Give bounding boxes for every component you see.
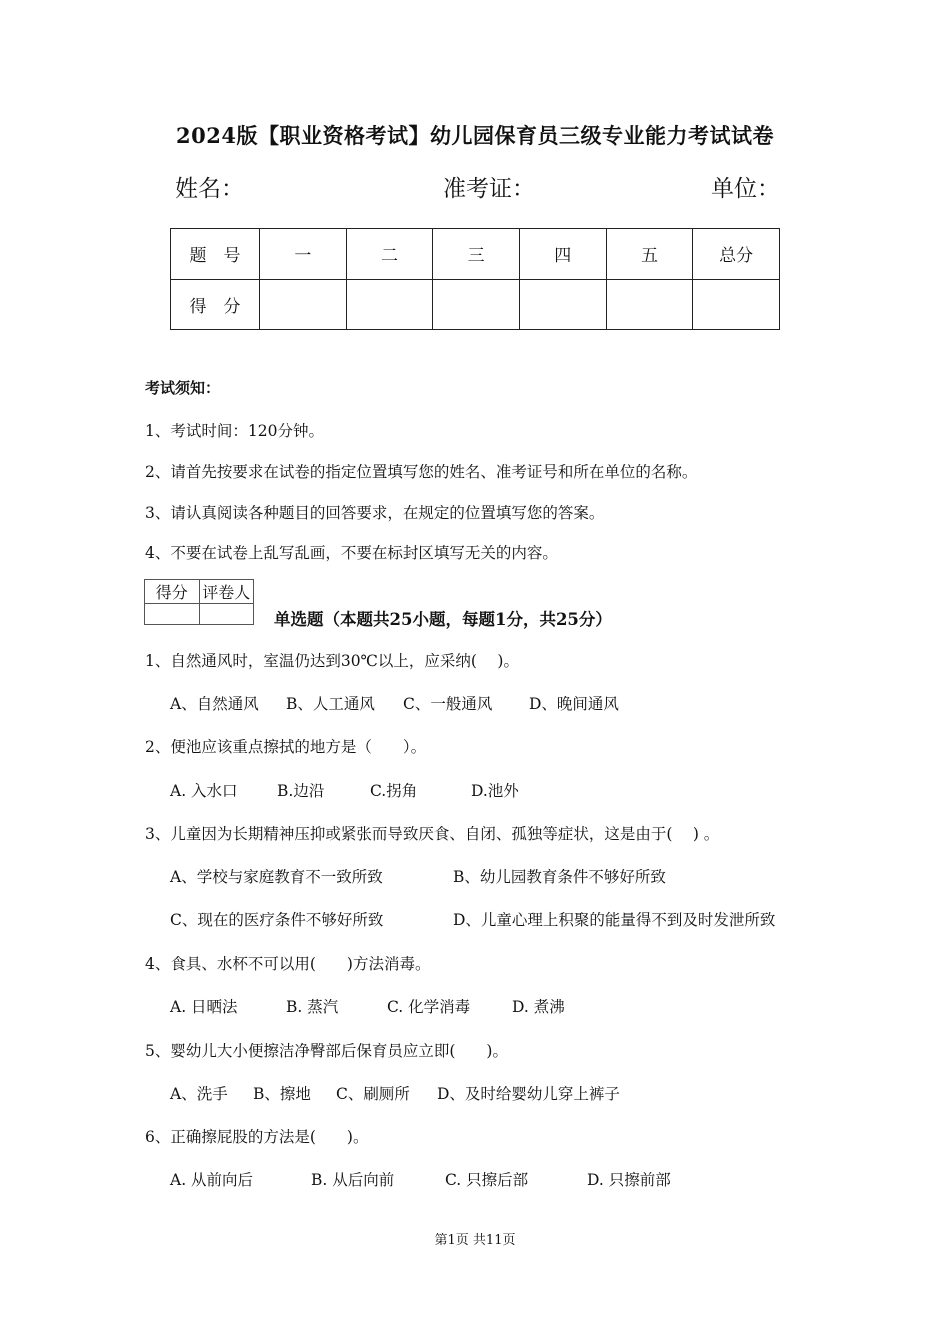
score-cell[interactable] [433, 279, 520, 330]
score-header-cell: 五 [606, 229, 693, 280]
question-option[interactable]: D. 煮沸 [512, 998, 565, 1016]
grader-name-label: 评卷人 [199, 580, 254, 604]
notice-item: 1、考试时间：120分钟。 [145, 422, 324, 440]
score-cell[interactable] [260, 279, 347, 330]
question-option[interactable]: A. 从前向后 [170, 1171, 254, 1189]
question-stem: 1、自然通风时，室温仍达到30℃以上，应采纳( )。 [145, 652, 519, 670]
score-header-cell: 题 号 [171, 229, 260, 280]
question-option[interactable]: C、现在的医疗条件不够好所致 [170, 911, 384, 929]
grader-score-cell[interactable] [145, 604, 200, 625]
grader-box [144, 579, 254, 625]
section-title: 单选题（本题共25小题，每题1分，共25分） [274, 610, 612, 629]
question-option[interactable]: D、儿童心理上积聚的能量得不到及时发泄所致 [453, 911, 776, 929]
question-stem: 3、儿童因为长期精神压抑或紧张而导致厌食、自闭、孤独等症状，这是由于( ) 。 [145, 825, 720, 843]
question-stem: 6、正确擦屁股的方法是( )。 [145, 1128, 369, 1146]
score-header-cell: 一 [260, 229, 347, 280]
page-title: 2024版【职业资格考试】幼儿园保育员三级专业能力考试试卷 [176, 123, 774, 148]
score-header-cell: 二 [346, 229, 433, 280]
question-option[interactable]: C、一般通风 [403, 695, 493, 713]
question-option[interactable]: C.拐角 [370, 782, 418, 800]
question-option[interactable]: A、洗手 [170, 1085, 228, 1103]
question-option[interactable]: A. 日晒法 [170, 998, 238, 1016]
question-stem: 5、婴幼儿大小便擦洁净臀部后保育员应立即( )。 [145, 1042, 508, 1060]
score-table-score-row [171, 279, 780, 330]
score-header-cell: 四 [519, 229, 606, 280]
score-table-header-row [171, 229, 780, 280]
score-row-label: 得 分 [171, 279, 260, 330]
question-option[interactable]: B、幼儿园教育条件不够好所致 [453, 868, 666, 886]
notice-item: 2、请首先按要求在试卷的指定位置填写您的姓名、准考证号和所在单位的名称。 [145, 463, 698, 481]
name-label: 姓名： [175, 176, 244, 202]
unit-label: 单位： [711, 176, 780, 202]
question-option[interactable]: B、人工通风 [286, 695, 375, 713]
question-option[interactable]: A. 入水口 [170, 782, 238, 800]
score-cell[interactable] [346, 279, 433, 330]
question-option[interactable]: B. 蒸汽 [286, 998, 339, 1016]
question-option[interactable]: A、学校与家庭教育不一致所致 [170, 868, 383, 886]
question-option[interactable]: D、晚间通风 [529, 695, 619, 713]
score-table [170, 228, 780, 330]
exam-id-label: 准考证： [443, 176, 535, 202]
notice-item: 4、不要在试卷上乱写乱画，不要在标封区填写无关的内容。 [145, 544, 558, 562]
question-option[interactable]: D.池外 [471, 782, 519, 800]
question-stem: 2、便池应该重点擦拭的地方是（ ）。 [145, 738, 427, 756]
question-option[interactable]: C. 化学消毒 [387, 998, 471, 1016]
score-cell[interactable] [693, 279, 780, 330]
score-header-cell: 三 [433, 229, 520, 280]
question-option[interactable]: B.边沿 [277, 782, 325, 800]
question-option[interactable]: C. 只擦后部 [445, 1171, 529, 1189]
question-stem: 4、食具、水杯不可以用( )方法消毒。 [145, 955, 431, 973]
grader-score-label: 得分 [145, 580, 200, 604]
question-option[interactable]: A、自然通风 [170, 695, 259, 713]
question-option[interactable]: D. 只擦前部 [587, 1171, 671, 1189]
page-footer: 第1页 共11页 [434, 1233, 516, 1248]
score-cell[interactable] [519, 279, 606, 330]
question-option[interactable]: C、刷厕所 [336, 1085, 410, 1103]
score-header-cell: 总分 [693, 229, 780, 280]
notice-heading: 考试须知： [145, 379, 221, 397]
score-cell[interactable] [606, 279, 693, 330]
question-option[interactable]: B. 从后向前 [311, 1171, 395, 1189]
question-option[interactable]: D、及时给婴幼儿穿上裤子 [437, 1085, 620, 1103]
question-option[interactable]: B、擦地 [253, 1085, 311, 1103]
grader-name-cell[interactable] [199, 604, 254, 625]
notice-item: 3、请认真阅读各种题目的回答要求，在规定的位置填写您的答案。 [145, 504, 605, 522]
